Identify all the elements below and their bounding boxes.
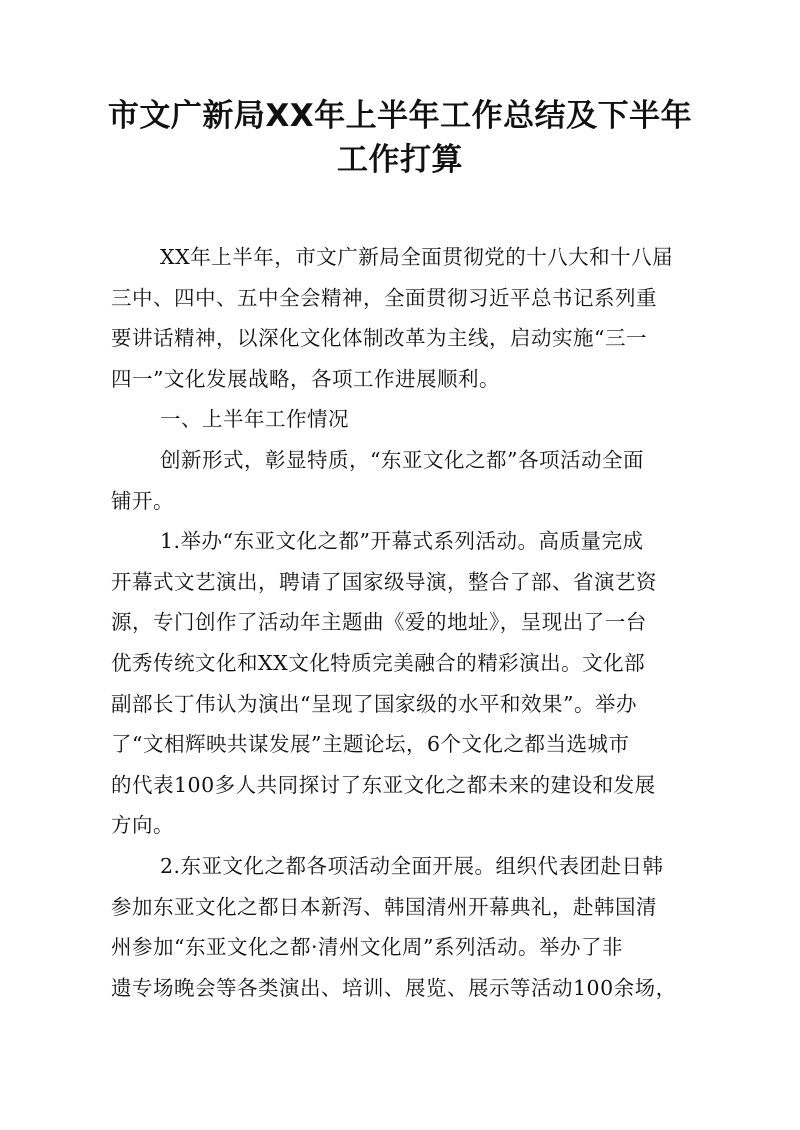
- paragraph-item-1-line: 源，专门创作了活动年主题曲《爱的地址》，呈现出了一台: [111, 610, 647, 635]
- paragraph-item-2-line: 2.东亚文化之都各项活动全面开展。组织代表团赴日韩: [160, 853, 664, 878]
- document-title: [100, 94, 700, 182]
- paragraph-item-2-line: 州参加“东亚文化之都·清州文化周”系列活动。举办了非: [111, 935, 623, 960]
- paragraph-item-1-line: 1.举办“东亚文化之都”开幕式系列活动。高质量完成: [160, 529, 644, 554]
- paragraph-summary-line: 创新形式，彰显特质，“东亚文化之都”各项活动全面: [160, 447, 644, 472]
- title-line-1: 市文广新局XX年上半年工作总结及下半年: [107, 98, 693, 134]
- paragraph-item-2-line: 遗专场晚会等各类演出、培训、展览、展示等活动100余场，: [111, 975, 677, 1000]
- paragraph-intro-line: XX年上半年，市文广新局全面贯彻党的十八大和十八届: [160, 245, 674, 269]
- paragraph-item-1-line: 方向。: [111, 813, 174, 838]
- paragraph-intro-line: 三中、四中、五中全会精神，全面贯彻习近平总书记系列重: [111, 285, 657, 310]
- document-body: [111, 237, 689, 1008]
- paragraph-item-1-line: 的代表100多人共同探讨了东亚文化之都未来的建设和发展: [111, 772, 656, 797]
- paragraph-summary-line: 铺开。: [111, 488, 174, 513]
- section-heading: 一、上半年工作情况: [160, 407, 349, 432]
- title-line-2: 工作打算: [337, 142, 463, 178]
- paragraph-item-1-line: 副部长丁伟认为演出“呈现了国家级的水平和效果”。举办: [111, 691, 637, 716]
- paragraph-intro-line: 要讲话精神，以深化文化体制改革为主线，启动实施“三一: [111, 326, 647, 351]
- paragraph-item-1-line: 优秀传统文化和XX文化特质完美融合的精彩演出。文化部: [111, 650, 646, 675]
- paragraph-item-2-line: 参加东亚文化之都日本新泻、韩国清州开幕典礼，赴韩国清: [111, 894, 657, 919]
- paragraph-item-1-line: 开幕式文艺演出，聘请了国家级导演，整合了部、省演艺资: [111, 569, 657, 594]
- paragraph-item-1-line: 了“文相辉映共谋发展”主题论坛，6个文化之都当选城市: [111, 732, 630, 757]
- paragraph-intro-line: 四一”文化发展战略，各项工作进展顺利。: [111, 366, 500, 391]
